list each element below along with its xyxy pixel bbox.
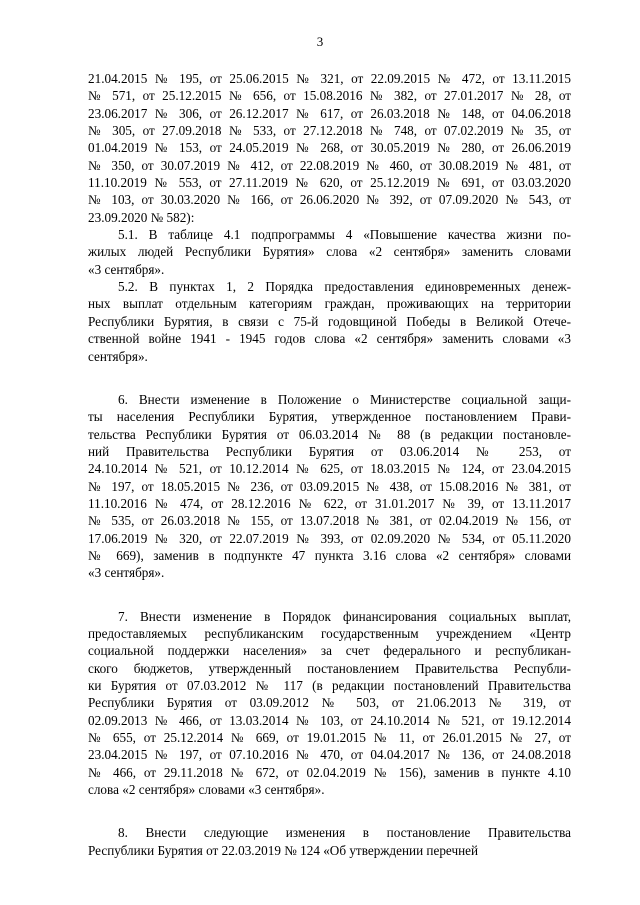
text-line: 21.04.2015 № 195, от 25.06.2015 № 321, от 22.09.2015 № 472, от 13.11.2015: [88, 71, 571, 86]
text-line: 17.06.2019 № 320, от 22.07.2019 № 393, от 02.09.2020 № 534, от 05.11.2020: [88, 530, 571, 546]
text-line: 01.04.2019 № 153, от 24.05.2019 № 268, от 30.05.2019 № 280, от 26.06.2019: [88, 140, 571, 156]
text-line: № 655, от 25.12.2014 № 669, от 19.01.2015 № 11, от 26.01.2015 № 27, от: [88, 730, 571, 746]
text-line: предоставляемых республиканским государственным учреждением «Центр: [88, 625, 571, 641]
paragraph-gap: [88, 365, 571, 391]
text-line: № 535, от 26.03.2018 № 155, от 13.07.2018 № 381, от 02.04.2019 № 156, от: [88, 513, 571, 529]
text-line: ственной войне 1941 - 1945 годов слова «2 сентября» заменить словами «3: [88, 331, 571, 347]
paragraph-8: [88, 824, 571, 859]
text-line: № 197, от 18.05.2015 № 236, от 03.09.2015 № 438, от 15.08.2016 № 381, от: [88, 478, 571, 494]
text-line: слова «2 сентября» словами «3 сентября».: [88, 782, 325, 798]
text-line: 6. Внести изменение в Положение о Министерстве социальной защи-: [118, 391, 571, 407]
text-line: ных выплат отдельным категориям граждан, проживающих на территории: [88, 296, 571, 312]
paragraph-6: [88, 391, 571, 582]
text-line: тельства Республики Бурятия от 06.03.2014 № 88 (в редакции постановле-: [88, 426, 571, 442]
text-line: ки Бурятия от 07.03.2012 № 117 (в редакции постановлений Правительства: [88, 678, 571, 693]
text-line: социальной поддержки населения» за счет федерального и республикан-: [88, 643, 571, 659]
text-line: «3 сентября».: [88, 261, 165, 277]
text-line: ний Правительства Республики Бурятия от 03.06.2014 № 253, от: [88, 443, 571, 459]
text-line: сентября».: [88, 348, 148, 364]
text-line: № 103, от 30.03.2020 № 166, от 26.06.2020 № 392, от 07.09.2020 № 543, от: [88, 192, 571, 208]
paragraph-gap: [88, 582, 571, 608]
paragraph-5-2: [88, 278, 571, 365]
text-line: 5.1. В таблице 4.1 подпрограммы 4 «Повышение качества жизни по-: [118, 227, 571, 243]
text-line: «3 сентября».: [88, 565, 165, 581]
text-line: Республики Бурятия, в связи с 75-й годовщиной Победы в Великой Отече-: [88, 313, 571, 329]
document-body: [88, 70, 571, 859]
text-line: ты населения Республики Бурятия, утвержденное постановлением Прави-: [88, 409, 571, 425]
text-line: 8. Внести следующие изменения в постановление Правительства: [118, 825, 571, 841]
text-line: 24.10.2014 № 521, от 10.12.2014 № 625, от 18.03.2015 № 124, от 23.04.2015: [88, 461, 571, 477]
text-line: ского бюджетов, утвержденный постановлением Правительства Республи-: [88, 660, 571, 676]
text-line: жилых людей Республики Бурятия» слова «2 сентября» заменить словами: [88, 244, 571, 260]
paragraph-7: [88, 608, 571, 799]
text-line: № 305, от 27.09.2018 № 533, от 27.12.2018 № 748, от 07.02.2019 № 35, от: [88, 123, 571, 139]
text-line: 23.09.2020 № 582):: [88, 209, 195, 225]
text-line: № 669), заменив в подпункте 47 пункта 3.16 слова «2 сентября» словами: [88, 547, 571, 563]
text-line: Республики Бурятия от 03.09.2012 № 503, от 21.06.2013 № 319, от: [88, 695, 571, 711]
text-line: 11.10.2016 № 474, от 28.12.2016 № 622, от 31.01.2017 № 39, от 13.11.2017: [88, 495, 571, 511]
paragraph-gap: [88, 798, 571, 824]
text-line: № 571, от 25.12.2015 № 656, от 15.08.2016 № 382, от 27.01.2017 № 28, от: [88, 88, 571, 104]
text-line: 7. Внести изменение в Порядок финансирования социальных выплат,: [118, 608, 571, 624]
text-line: 23.06.2017 № 306, от 26.12.2017 № 617, от 26.03.2018 № 148, от 04.06.2018: [88, 105, 571, 121]
paragraph-5-1: [88, 226, 571, 278]
text-line: 5.2. В пунктах 1, 2 Порядка предоставления единовременных денеж-: [118, 279, 571, 295]
page-number: 3: [316, 34, 324, 49]
text-line: Республики Бурятия от 22.03.2019 № 124 «Об утверждении перечней: [88, 842, 479, 858]
text-line: 11.10.2019 № 553, от 27.11.2019 № 620, от 25.12.2019 № 691, от 03.03.2020: [88, 175, 571, 191]
text-line: 02.09.2013 № 466, от 13.03.2014 № 103, от 24.10.2014 № 521, от 19.12.2014: [88, 712, 571, 728]
text-line: № 466, от 29.11.2018 № 672, от 02.04.2019 № 156), заменив в пункте 4.10: [88, 764, 571, 780]
text-line: 23.04.2015 № 197, от 07.10.2016 № 470, от 04.04.2017 № 136, от 24.08.2018: [88, 747, 571, 763]
text-line: № 350, от 30.07.2019 № 412, от 22.08.2019 № 460, от 30.08.2019 № 481, от: [88, 157, 571, 173]
paragraph-amendment-list: [88, 70, 571, 226]
